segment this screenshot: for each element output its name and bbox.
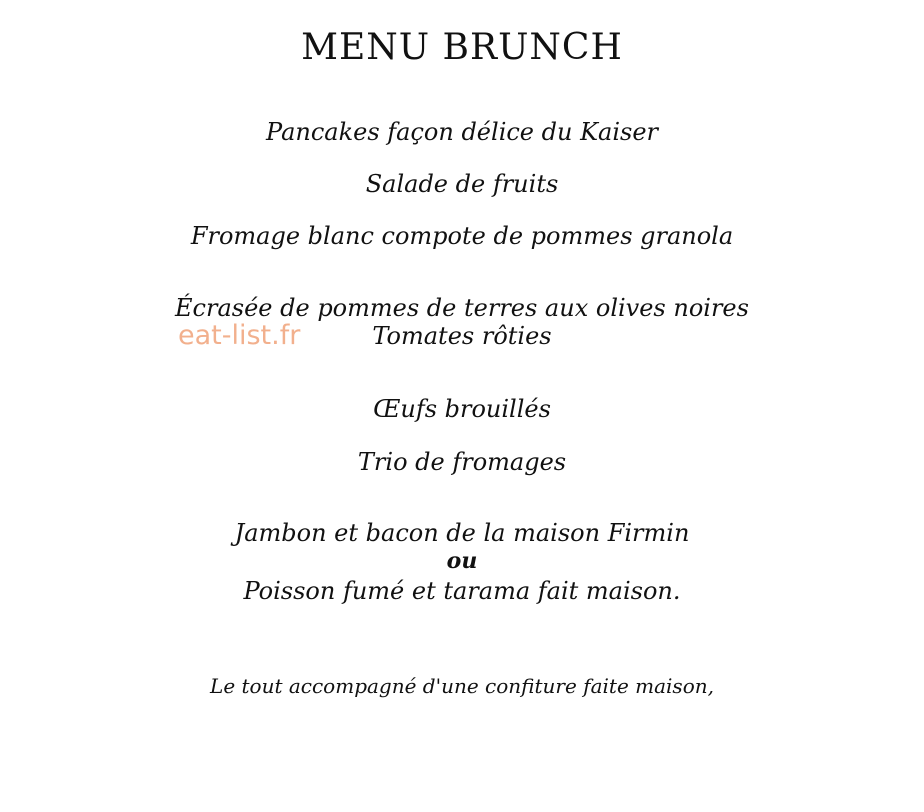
menu-item-salade: Salade de fruits bbox=[365, 170, 559, 198]
menu-item-tomates: Tomates rôties bbox=[372, 322, 552, 350]
menu-title: MENU BRUNCH bbox=[301, 27, 623, 68]
menu-footer: Le tout accompagné d'une confiture faite maison, bbox=[210, 674, 714, 698]
menu-item-fromage-blanc: Fromage blanc compote de pommes granola bbox=[190, 222, 734, 250]
watermark: eat-list.fr bbox=[178, 320, 301, 351]
menu-item-ou: ou bbox=[446, 548, 478, 574]
menu-item-poisson: Poisson fumé et tarama fait maison. bbox=[243, 577, 681, 605]
menu-item-oeufs: Œufs brouillés bbox=[373, 395, 551, 423]
menu-item-trio: Trio de fromages bbox=[357, 448, 567, 476]
menu-item-ecrasee: Écrasée de pommes de terres aux olives noires bbox=[175, 294, 749, 322]
menu-item-pancakes: Pancakes façon délice du Kaiser bbox=[266, 118, 658, 146]
menu-item-jambon: Jambon et bacon de la maison Firmin bbox=[234, 519, 690, 547]
